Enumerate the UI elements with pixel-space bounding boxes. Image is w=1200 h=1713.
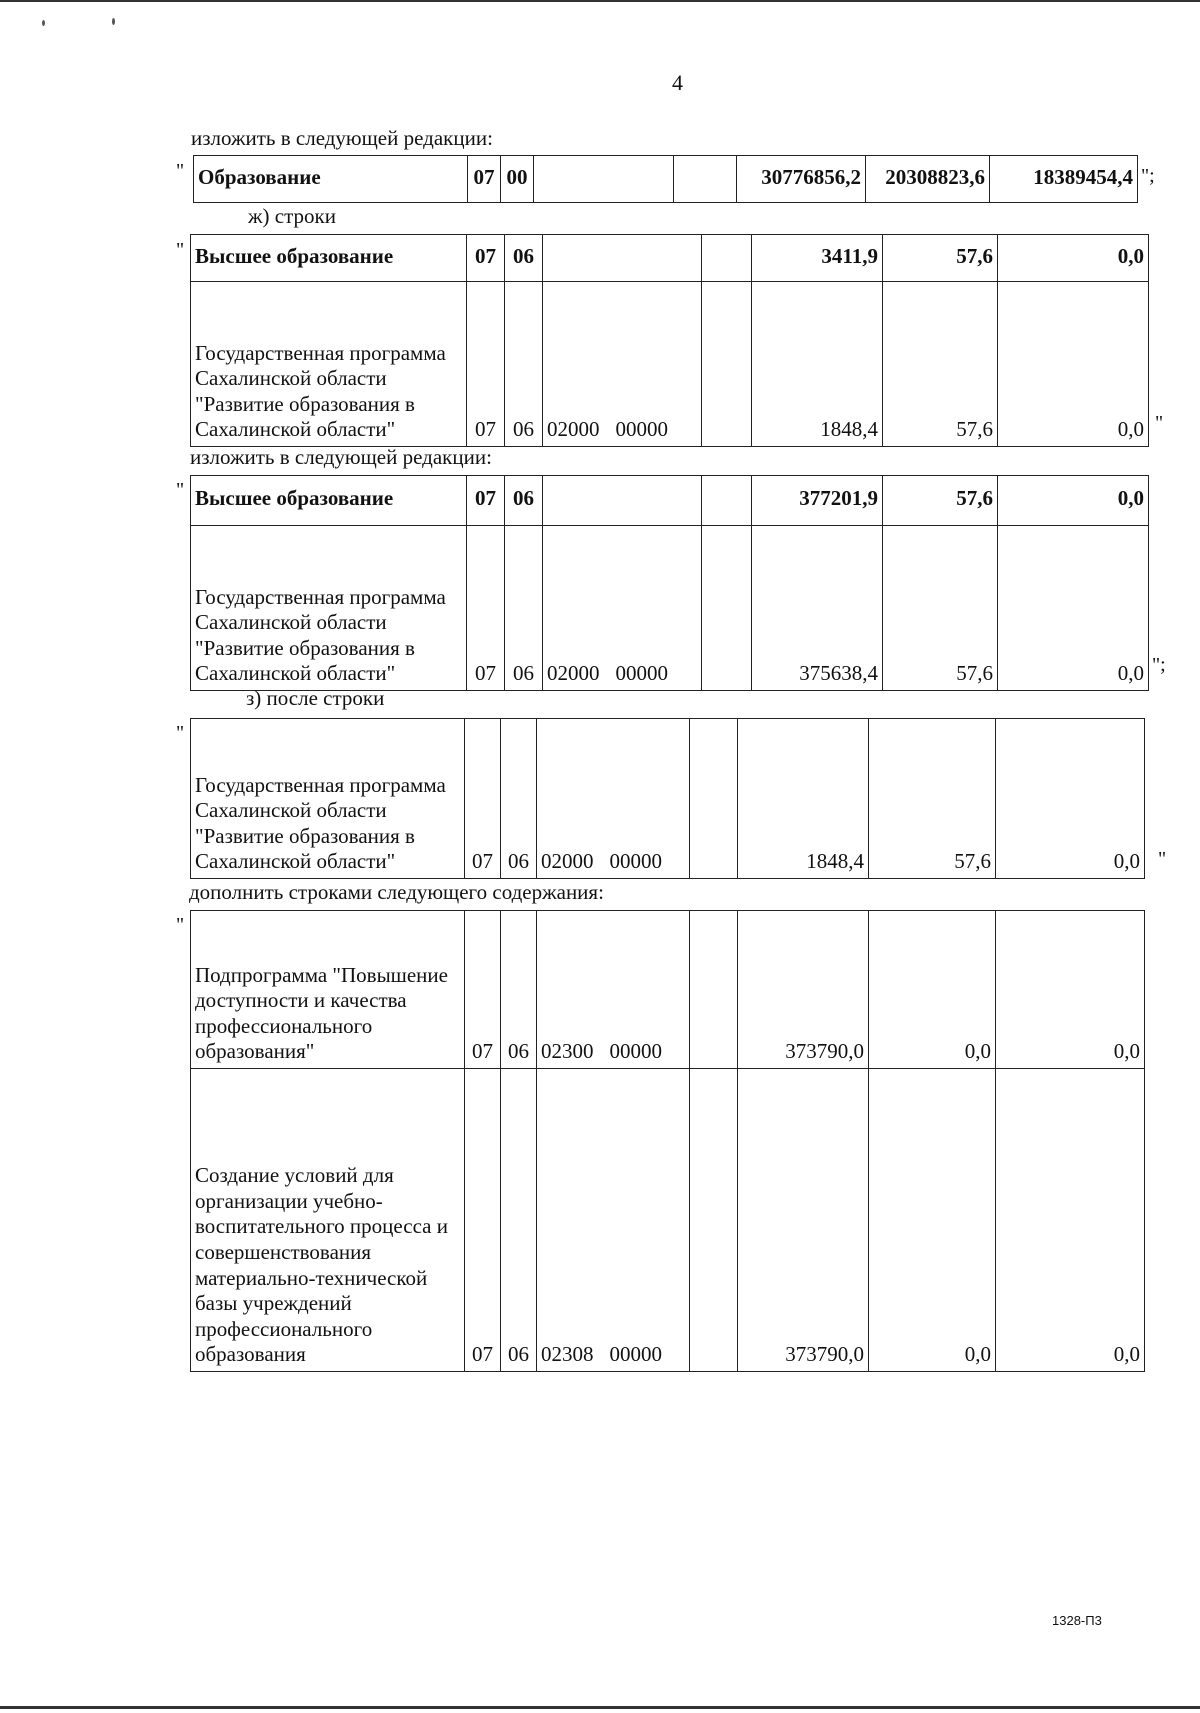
expense-type — [702, 476, 752, 526]
program-code-a: 02000 — [547, 661, 600, 686]
open-quote: " — [176, 722, 185, 744]
row-name: Государственная программа Сахалинской области "Развитие образования в Сахалинской области" — [191, 719, 465, 879]
budget-table-education — [193, 155, 1138, 203]
expense-type — [674, 156, 737, 203]
program-code-b: 00000 — [609, 1342, 662, 1367]
amount-2: 0,0 — [869, 1069, 996, 1372]
amount-3: 0,0 — [998, 476, 1149, 526]
expense-type — [690, 1069, 738, 1372]
subsection-code: 00 — [501, 156, 534, 203]
table-row — [191, 1069, 1145, 1372]
document-code: 1328-П3 — [1052, 1613, 1102, 1628]
section-code: 07 — [467, 235, 505, 282]
amount-2: 0,0 — [869, 911, 996, 1069]
expense-type — [702, 526, 752, 691]
amount-3: 0,0 — [998, 235, 1149, 282]
table-row — [191, 911, 1145, 1069]
budget-table-new-rows — [190, 910, 1145, 1372]
amount-2: 20308823,6 — [866, 156, 990, 203]
program-code-a: 02000 — [541, 849, 594, 874]
amount-3: 0,0 — [996, 911, 1145, 1069]
page-number: 4 — [672, 70, 683, 95]
section-code: 07 — [467, 526, 505, 691]
amount-2: 57,6 — [883, 526, 998, 691]
open-quote: " — [176, 914, 185, 936]
subsection-code: 06 — [505, 476, 543, 526]
program-code-a: 02300 — [541, 1039, 594, 1064]
section-caption: дополнить строками следующего содержания: — [189, 880, 604, 904]
program-code-b: 00000 — [609, 1039, 662, 1064]
row-name: Создание условий для организации учебно-воспитательного процесса и совершенствования материально-технической базы учреждений профессионального образования — [191, 1069, 465, 1372]
program-code — [537, 1069, 690, 1372]
subsection-code: 06 — [501, 719, 537, 879]
amount-1: 3411,9 — [752, 235, 883, 282]
open-quote: " — [176, 479, 185, 501]
amount-2: 57,6 — [869, 719, 996, 879]
section-caption: изложить в следующей редакции: — [190, 445, 492, 469]
program-code — [537, 719, 690, 879]
scan-speck — [112, 18, 115, 25]
open-quote: " — [176, 160, 185, 182]
table-row — [191, 235, 1149, 282]
program-code-b: 00000 — [615, 417, 668, 442]
subsection-code: 06 — [501, 911, 537, 1069]
table-row — [191, 282, 1149, 447]
program-code — [543, 526, 702, 691]
scan-speck — [42, 20, 45, 26]
budget-table-higher-ed-new — [190, 475, 1149, 691]
row-name: Образование — [194, 156, 468, 203]
amount-3: 0,0 — [998, 526, 1149, 691]
close-quote: " — [1158, 848, 1167, 870]
section-code: 07 — [468, 156, 501, 203]
program-code — [534, 156, 674, 203]
row-name: Подпрограмма "Повышение доступности и качества профессионального образования" — [191, 911, 465, 1069]
amount-3: 0,0 — [996, 1069, 1145, 1372]
section-caption: ж) строки — [248, 204, 336, 228]
expense-type — [702, 282, 752, 447]
program-code — [543, 282, 702, 447]
expense-type — [702, 235, 752, 282]
program-code-b: 00000 — [609, 849, 662, 874]
open-quote: " — [176, 239, 185, 261]
amount-1: 1848,4 — [752, 282, 883, 447]
amount-1: 1848,4 — [738, 719, 869, 879]
program-code-a: 02308 — [541, 1342, 594, 1367]
table-row — [194, 156, 1138, 203]
row-name: Государственная программа Сахалинской области "Развитие образования в Сахалинской области" — [191, 526, 467, 691]
program-code-b: 00000 — [615, 661, 668, 686]
program-code-a: 02000 — [547, 417, 600, 442]
amount-1: 375638,4 — [752, 526, 883, 691]
section-code: 07 — [465, 1069, 501, 1372]
amount-2: 57,6 — [883, 282, 998, 447]
row-name: Высшее образование — [191, 235, 467, 282]
amount-2: 57,6 — [883, 476, 998, 526]
table-row — [191, 476, 1149, 526]
amount-1: 373790,0 — [738, 911, 869, 1069]
row-name: Высшее образование — [191, 476, 467, 526]
section-caption: з) после строки — [246, 686, 385, 710]
budget-table-higher-ed-old — [190, 234, 1149, 447]
program-code — [537, 911, 690, 1069]
table-row — [191, 719, 1145, 879]
amount-2: 57,6 — [883, 235, 998, 282]
program-code — [543, 235, 702, 282]
close-quote: "; — [1152, 654, 1166, 676]
amount-1: 30776856,2 — [737, 156, 866, 203]
subsection-code: 06 — [501, 1069, 537, 1372]
amount-3: 0,0 — [996, 719, 1145, 879]
close-quote: " — [1155, 412, 1164, 434]
section-code: 07 — [465, 719, 501, 879]
close-quote: "; — [1141, 165, 1155, 187]
amount-1: 373790,0 — [738, 1069, 869, 1372]
expense-type — [690, 911, 738, 1069]
scan-edge-top — [0, 0, 1200, 2]
subsection-code: 06 — [505, 526, 543, 691]
program-code — [543, 476, 702, 526]
expense-type — [690, 719, 738, 879]
budget-table-after-row — [190, 718, 1145, 879]
amount-3: 18389454,4 — [990, 156, 1138, 203]
amount-1: 377201,9 — [752, 476, 883, 526]
subsection-code: 06 — [505, 235, 543, 282]
scan-edge-bottom — [0, 1706, 1200, 1709]
section-code: 07 — [467, 282, 505, 447]
row-name: Государственная программа Сахалинской области "Развитие образования в Сахалинской области" — [191, 282, 467, 447]
amount-3: 0,0 — [998, 282, 1149, 447]
section-code: 07 — [465, 911, 501, 1069]
table-row — [191, 526, 1149, 691]
section-caption: изложить в следующей редакции: — [191, 126, 493, 150]
section-code: 07 — [467, 476, 505, 526]
subsection-code: 06 — [505, 282, 543, 447]
